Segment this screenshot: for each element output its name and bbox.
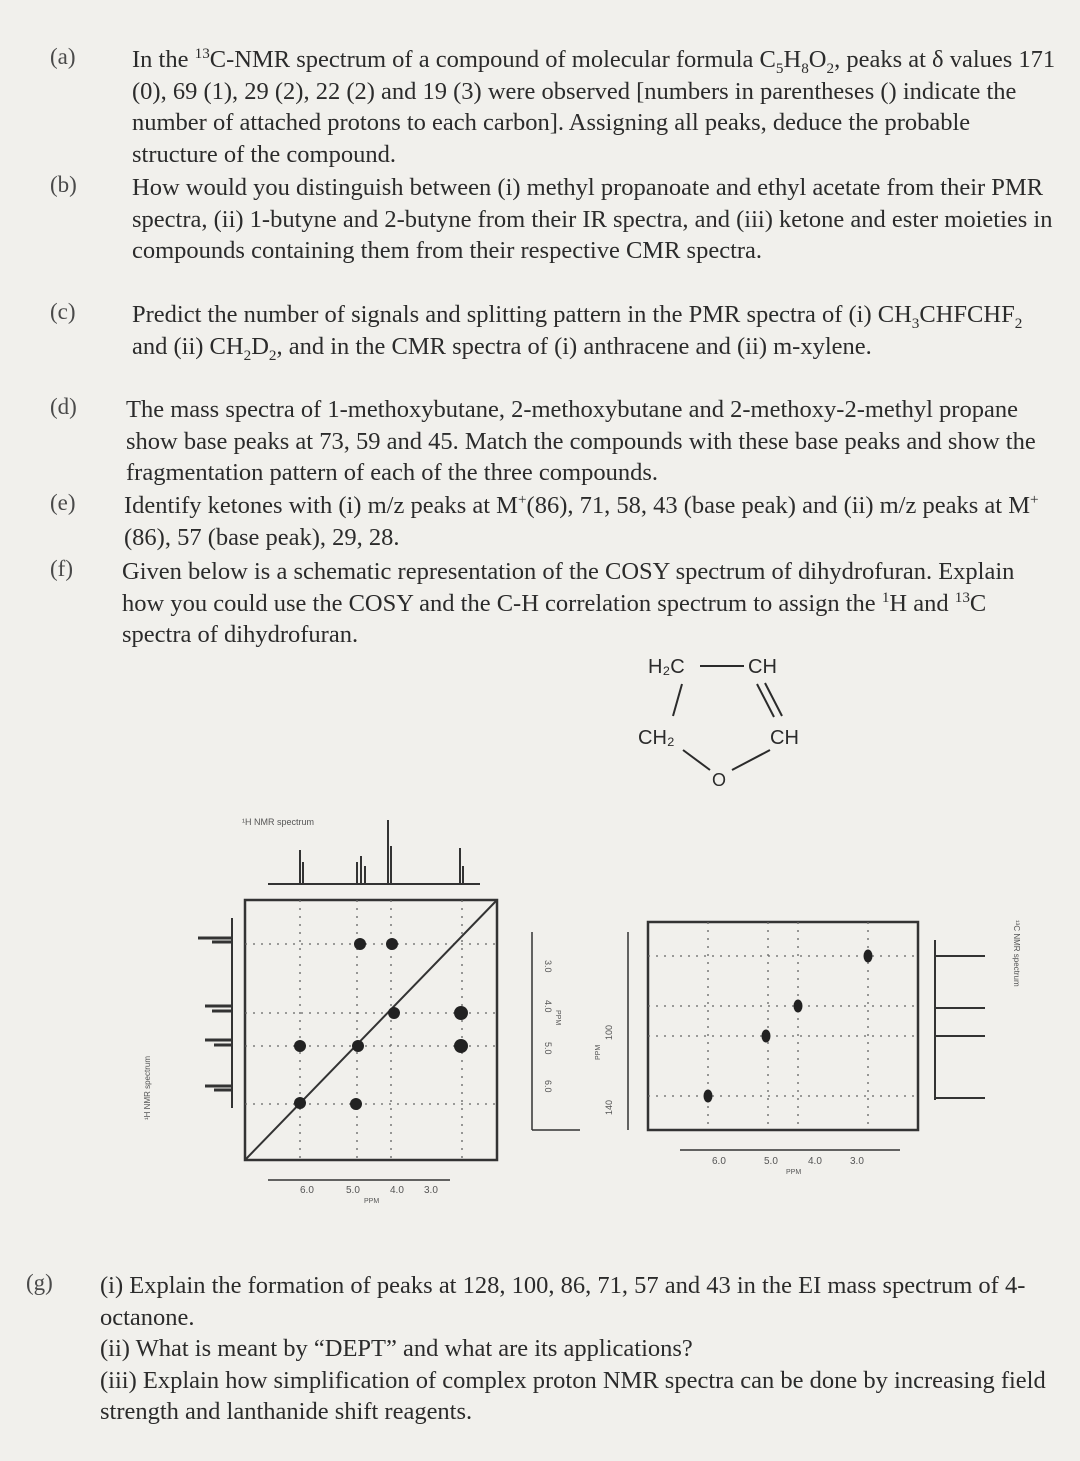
question-label: (f) [50, 556, 73, 581]
cosy-peak [454, 1039, 468, 1053]
svg-text:3.0: 3.0 [850, 1156, 864, 1167]
question-label: (e) [50, 490, 76, 515]
cosy-diagonal [245, 900, 497, 1160]
hetcor-peaks [704, 950, 873, 1103]
hetcor-peak [794, 1000, 803, 1013]
question-text: Identify ketones with (i) m/z peaks at M+(86), 71, 58, 43 (base peak) and (ii) m/z peaks at M+(86), 57 (base peak), 29, 28. [124, 490, 1039, 551]
svg-text:PPM: PPM [554, 1010, 561, 1026]
cosy-peak [352, 1040, 364, 1052]
h-nmr-vertical-label: ¹H NMR spectrum [143, 1055, 152, 1120]
cosy-peak [294, 1040, 306, 1052]
question-label: (a) [50, 44, 76, 69]
svg-text:5.0: 5.0 [543, 1042, 553, 1055]
svg-text:PPM: PPM [364, 1198, 380, 1205]
svg-text:6.0: 6.0 [543, 1080, 553, 1093]
hetcor-peak [762, 1030, 771, 1043]
svg-text:4.0: 4.0 [808, 1156, 822, 1167]
cosy-peaks [294, 938, 468, 1110]
cosy-peak [354, 938, 366, 950]
question-label: (c) [50, 299, 76, 324]
h-nmr-spectrum-label: ¹H NMR spectrum [242, 817, 315, 827]
hetcor-axis-ticks [712, 1156, 864, 1176]
svg-text:3.0: 3.0 [543, 960, 553, 973]
top-spectrum-peak [357, 856, 365, 884]
ch-correlation-spectrum [648, 920, 1021, 1176]
atom-o: O [712, 770, 727, 790]
question-g-part-iii: (iii) Explain how simplification of complex proton NMR spectra can be done by increasing field strength and lanthanide shift reagents. [100, 1366, 1046, 1425]
question-text: How would you distinguish between (i) methyl propanoate and ethyl acetate from their PMR spectra, (ii) 1-butyne and 2-butyne from their IR spectra, and (iii) ketone and ester moieties in compounds containing them from their respective CMR spectra. [132, 174, 1053, 264]
question-text: In the $^{13}$C-NMR spectrum of a compound of molecular formula $C_5H_8O_2$, peaks at δ values 171 (0), 69 (1), 29 (2), 22 (2) and 19 (3) were observed [numbers in parentheses () indicate the number of attached protons to each carbon]. Assigning all peaks, deduce the probable structure of the compound. [132, 44, 1056, 168]
hetcor-frame [648, 922, 918, 1130]
atom-ch2: CH₂ [638, 727, 675, 749]
svg-text:PPM: PPM [786, 1169, 802, 1176]
cosy-axis-ticks [300, 1185, 438, 1205]
cosy-peak [386, 938, 398, 950]
question-label: (d) [50, 394, 77, 419]
bond-ch2-c [673, 684, 682, 716]
left-spectrum-peak [198, 938, 232, 942]
svg-text:4.0: 4.0 [390, 1185, 404, 1196]
svg-text:6.0: 6.0 [712, 1156, 726, 1167]
left-spectrum-peak [205, 1086, 232, 1090]
cosy-peak [454, 1006, 468, 1020]
bond-double-1 [757, 684, 774, 717]
svg-text:5.0: 5.0 [764, 1156, 778, 1167]
atom-ch-right: CH [770, 727, 799, 749]
c-nmr-vertical-label: ¹³C NMR spectrum [1012, 920, 1021, 987]
svg-text:6.0: 6.0 [300, 1185, 314, 1196]
svg-text:5.0: 5.0 [346, 1185, 360, 1196]
question-g-part-i: (i) Explain the formation of peaks at 128, 100, 86, 71, 57 and 43 in the EI mass spectrum of 4-octanone. [100, 1272, 1026, 1331]
hetcor-peak [704, 1090, 713, 1103]
hetcor-gridlines [648, 922, 918, 1130]
svg-text:100: 100 [604, 1024, 614, 1040]
top-spectrum-peak [388, 820, 391, 884]
question-text: Predict the number of signals and splitting pattern in the PMR spectra of (i) $CH_3CHFCHF_2$ and (ii) $CH_2D_2$, and in the CMR spectra of (i) anthracene and (ii) m-xylene. [132, 301, 1023, 364]
left-spectrum-peak [205, 1006, 232, 1011]
bond-o-c [732, 750, 770, 770]
cosy-peak [388, 1007, 400, 1019]
svg-text:3.0: 3.0 [424, 1185, 438, 1196]
dihydrofuran-structure [638, 656, 799, 790]
top-spectrum-peak [300, 850, 303, 884]
left-spectrum-peak [205, 1040, 232, 1045]
svg-text:PPM: PPM [595, 1044, 602, 1060]
question-text: The mass spectra of 1-methoxybutane, 2-methoxybutane and 2-methoxy-2-methyl propane show base peaks at 73, 59 and 45. Match the compounds with these base peaks and show the fragmentation pattern of each of the three compounds. [126, 396, 1036, 486]
svg-text:140: 140 [604, 1099, 614, 1115]
atom-ch-top: CH [748, 656, 777, 678]
cosy-peak [350, 1098, 362, 1110]
vertical-axes [532, 932, 628, 1130]
cosy-spectrum [143, 817, 497, 1205]
hetcor-peak [864, 950, 873, 963]
cosy-peak [294, 1097, 306, 1109]
atom-h2c: H₂C [648, 656, 685, 678]
question-label: (g) [26, 1270, 53, 1295]
svg-text:4.0: 4.0 [543, 1000, 553, 1013]
question-label: (b) [50, 172, 77, 197]
bond-c-o [683, 750, 710, 770]
question-g-part-ii: (ii) What is meant by “DEPT” and what are its applications? [100, 1335, 693, 1362]
top-spectrum-peak [460, 848, 463, 884]
question-text: Given below is a schematic representation of the COSY spectrum of dihydrofuran. Explain how you could use the COSY and the C-H correlation spectrum to assign the $^1$H and $^{13}$C spectra of dihydrofuran. [122, 558, 1015, 648]
question-text [100, 1270, 1058, 1428]
bond-double-2 [765, 683, 782, 716]
